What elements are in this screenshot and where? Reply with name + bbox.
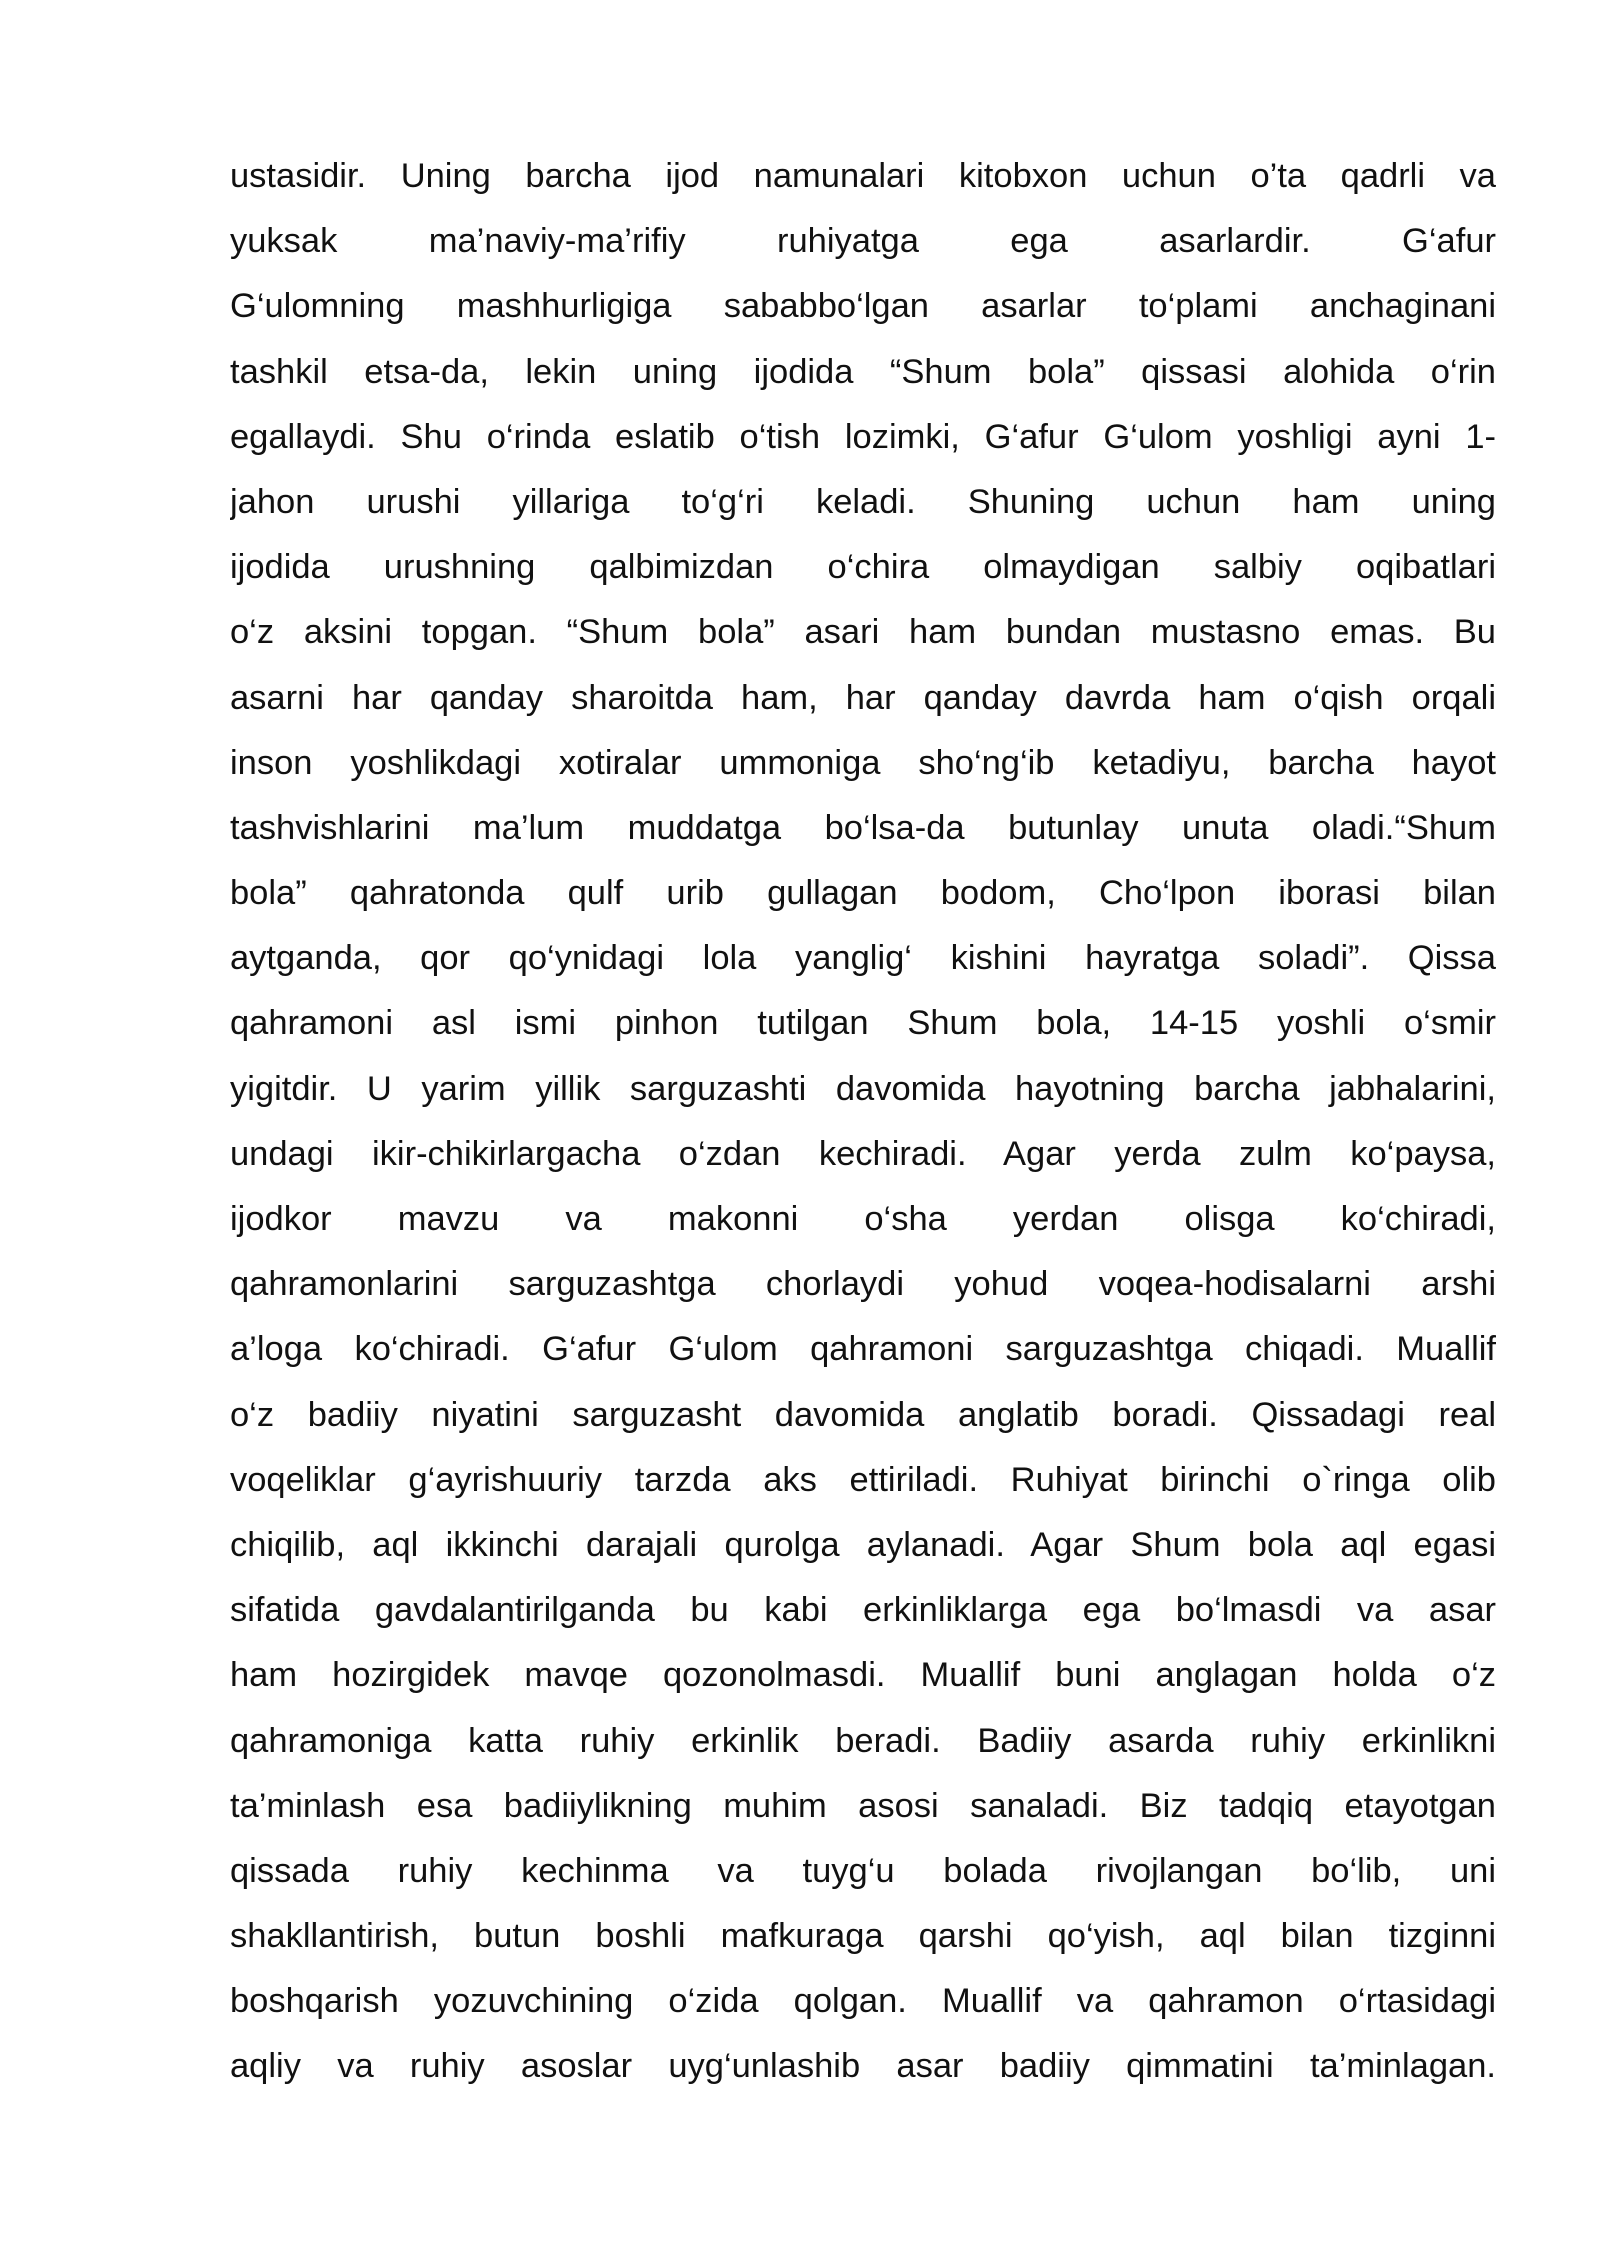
text-line: aytganda, qor qo‘ynidagi lola yanglig‘ kishini hayratga soladi”. Qissa <box>230 939 1496 978</box>
text-line: qahramonlarini sarguzashtga chorlaydi yohud voqea-hodisalarni arshi <box>230 1265 1496 1304</box>
text-line: bola” qahratonda qulf urib gullagan bodom, Cho‘lpon iborasi bilan <box>230 874 1496 913</box>
text-line: inson yoshlikdagi xotiralar ummoniga sho‘ng‘ib ketadiyu, barcha hayot <box>230 743 1496 782</box>
text-line: qahramoni asl ismi pinhon tutilgan Shum bola, 14-15 yoshli o‘smir <box>230 1004 1496 1043</box>
text-line: G‘ulomning mashhurligiga sababbo‘lgan asarlar to‘plami anchaginani <box>230 287 1496 326</box>
text-line: asarni har qanday sharoitda ham, har qanday davrda ham o‘qish orqali <box>230 678 1496 717</box>
text-line: ijodkor mavzu va makonni o‘sha yerdan olisga ko‘chiradi, <box>230 1200 1496 1238</box>
text-line: yigitdir. U yarim yillik sarguzashti davomida hayotning barcha jabhalarini, <box>230 1069 1496 1108</box>
text-line: ustasidir. Uning barcha ijod namunalari kitobxon uchun o’ta qadrli va <box>230 157 1496 195</box>
text-line: shakllantirish, butun boshli mafkuraga qarshi qo‘yish, aql bilan tizginni <box>230 1917 1496 1956</box>
text-line: o‘z aksini topgan. “Shum bola” asari ham bundan mustasno emas. Bu <box>230 613 1496 652</box>
text-line: chiqilib, aql ikkinchi darajali qurolga aylanadi. Agar Shum bola aql egasi <box>230 1525 1496 1564</box>
text-line: ham hozirgidek mavqe qozonolmasdi. Muallif buni anglagan holda o‘z <box>230 1656 1496 1695</box>
text-line: jahon urushi yillariga to‘g‘ri keladi. Shuning uchun ham uning <box>230 482 1496 521</box>
text-line: undagi ikir-chikirlargacha o‘zdan kechiradi. Agar yerda zulm ko‘paysa, <box>230 1134 1496 1173</box>
text-line: tashvishlarini ma’lum muddatga bo‘lsa-da butunlay unuta oladi.“Shum <box>230 808 1496 847</box>
text-line: qahramoniga katta ruhiy erkinlik beradi. Badiiy asarda ruhiy erkinlikni <box>230 1721 1496 1760</box>
text-line: sifatida gavdalantirilganda bu kabi erkinliklarga ega bo‘lmasdi va asar <box>230 1591 1496 1630</box>
text-line: ijodida urushning qalbimizdan o‘chira olmaydigan salbiy oqibatlari <box>230 548 1496 587</box>
text-line: a’loga ko‘chiradi. G‘afur G‘ulom qahramoni sarguzashtga chiqadi. Muallif <box>230 1330 1496 1369</box>
text-line: o‘z badiiy niyatini sarguzasht davomida anglatib boradi. Qissadagi real <box>230 1395 1496 1434</box>
body-paragraph <box>230 144 1496 2100</box>
text-line: qissada ruhiy kechinma va tuyg‘u bolada rivojlangan bo‘lib, uni <box>230 1851 1496 1890</box>
text-line: tashkil etsa-da, lekin uning ijodida “Shum bola” qissasi alohida o‘rin <box>230 352 1496 391</box>
text-line: voqeliklar g‘ayrishuuriy tarzda aks ettiriladi. Ruhiyat birinchi o`ringa olib <box>230 1460 1496 1499</box>
text-line: boshqarish yozuvchining o‘zida qolgan. Muallif va qahramon o‘rtasidagi <box>230 1982 1496 2021</box>
text-line: yuksak ma’naviy-ma’rifiy ruhiyatga ega asarlardir. G‘afur <box>230 222 1496 261</box>
text-line: ta’minlash esa badiiylikning muhim asosi sanaladi. Biz tadqiq etayotgan <box>230 1786 1496 1825</box>
text-line: egallaydi. Shu o‘rinda eslatib o‘tish lozimki, G‘afur G‘ulom yoshligi ayni 1- <box>230 417 1496 456</box>
text-line: aqliy va ruhiy asoslar uyg‘unlashib asar badiiy qimmatini ta’minlagan. <box>230 2047 1496 2086</box>
